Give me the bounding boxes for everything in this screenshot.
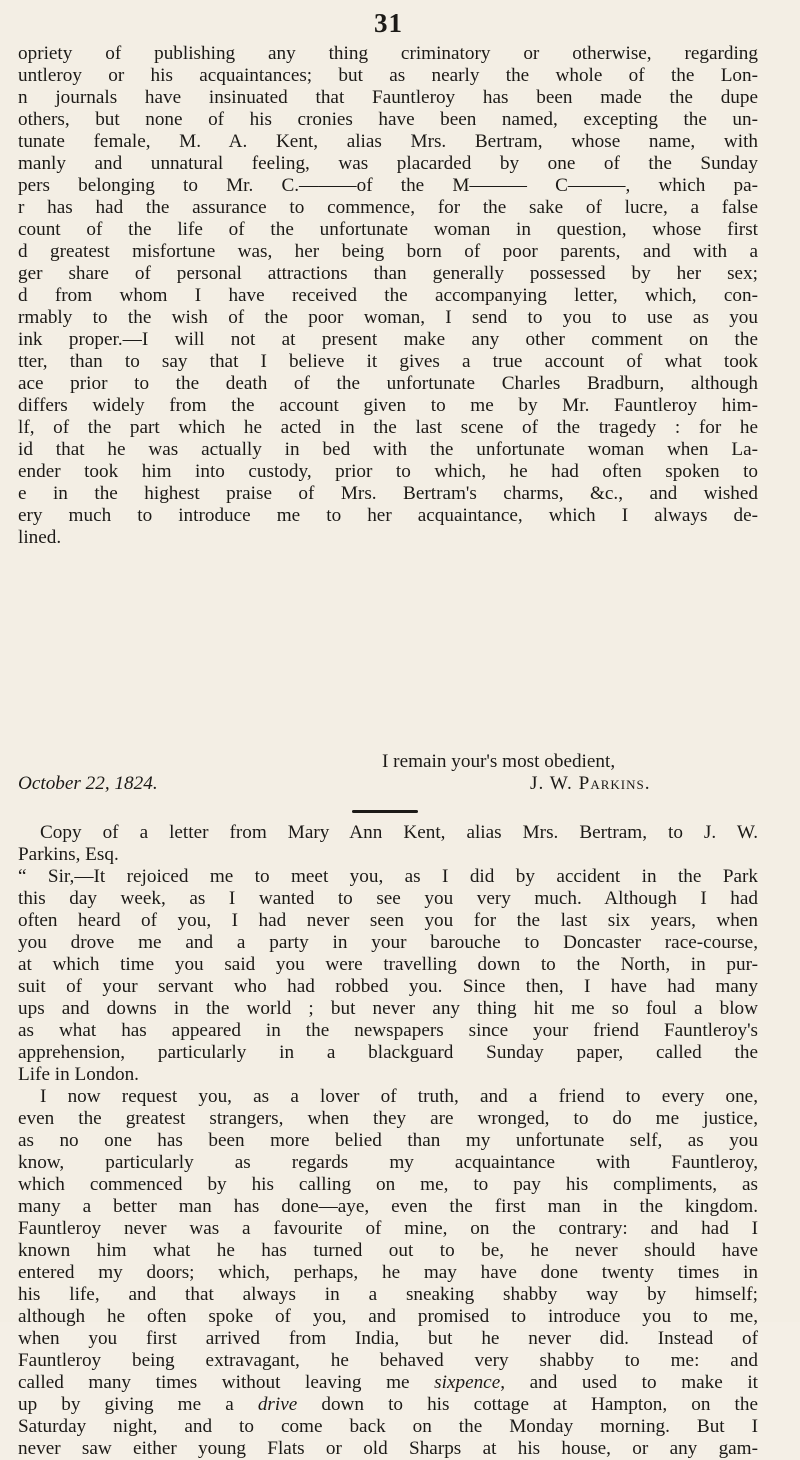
text-line: differs widely from the account given to me by Mr. Fauntleroy him-	[18, 395, 758, 416]
text-line: ery much to introduce me to her acquaintance, which I always de-	[18, 505, 758, 526]
text-line: ace prior to the death of the unfortunate Charles Bradburn, although	[18, 373, 758, 394]
text-line: manly and unnatural feeling, was placarded by one of the Sunday	[18, 153, 758, 174]
text-line: r has had the assurance to commence, for the sake of lucre, a false	[18, 197, 758, 218]
text-line: id that he was actually in bed with the unfortunate woman when La-	[18, 439, 758, 460]
text-line: pers belonging to Mr. C.———of the M——— C———, which pa-	[18, 175, 758, 196]
text-line: suit of your servant who had robbed you. Since then, I have had many	[18, 976, 758, 997]
text-line: you drove me and a party in your barouche to Doncaster race-course,	[18, 932, 758, 953]
text-line: Life in London.	[18, 1064, 139, 1085]
text-line: ups and downs in the world ; but never any thing hit me so foul a blow	[18, 998, 758, 1019]
text-fragment: down to his cottage at Hampton, on the	[297, 1394, 759, 1415]
text-line: e in the highest praise of Mrs. Bertram's charms, &c., and wished	[18, 483, 758, 504]
letter-date: October 22, 1824.	[18, 773, 158, 794]
text-line: untleroy or his acquaintances; but as nearly the whole of the Lon-	[18, 65, 758, 86]
text-fragment: up by giving me a	[18, 1394, 234, 1415]
text-line: Saturday night, and to come back on the Monday morning. But I	[18, 1416, 758, 1437]
letter-heading: Copy of a letter from Mary Ann Kent, alias Mrs. Bertram, to J. W.	[40, 822, 758, 843]
text-line: tunate female, M. A. Kent, alias Mrs. Bertram, whose name, with	[18, 131, 758, 152]
text-line: ink proper.—I will not at present make any other comment on the	[18, 329, 758, 350]
signature-initials: J. W.	[530, 773, 579, 794]
text-line: lf, of the part which he acted in the last scene of the tragedy : for he	[18, 417, 758, 438]
text-line: opriety of publishing any thing criminatory or otherwise, regarding	[18, 43, 758, 64]
page-number: 31	[374, 8, 403, 38]
letter-closing: I remain your's most obedient,	[382, 751, 616, 772]
section-divider	[352, 810, 418, 813]
letter-body-kent	[18, 822, 758, 1460]
text-line: even the greatest strangers, when they are wronged, to do me justice,	[18, 1108, 758, 1129]
text-line: apprehension, particularly in a blackguard Sunday paper, called the	[18, 1042, 758, 1063]
text-line: his life, and that always in a sneaking shabby way by himself;	[18, 1284, 758, 1305]
text-line: ger share of personal attractions than generally possessed by her sex;	[18, 263, 758, 284]
text-line: know, particularly as regards my acquaintance with Fauntleroy,	[18, 1152, 758, 1173]
text-line: “ Sir,—It rejoiced me to meet you, as I did by accident in the Park	[18, 866, 758, 887]
text-line: as what has appeared in the newspapers since your friend Fauntleroy's	[18, 1020, 758, 1041]
text-line: never saw either young Flats or old Sharps at his house, or any gam-	[18, 1438, 758, 1459]
text-line: when you first arrived from India, but he never did. Instead of	[18, 1328, 758, 1349]
text-line: n journals have insinuated that Fauntleroy has been made the dupe	[18, 87, 758, 108]
signature-name: Parkins.	[578, 773, 651, 794]
text-line: although he often spoke of you, and promised to introduce you to me,	[18, 1306, 758, 1327]
text-line	[18, 1372, 758, 1394]
text-line	[18, 1394, 758, 1416]
text-line: rmably to the wish of the poor woman, I send to you to use as you	[18, 307, 758, 328]
text-line: at which time you said you were travelling down to the North, in pur-	[18, 954, 758, 975]
text-line: others, but none of his cronies have been named, excepting the un-	[18, 109, 758, 130]
text-line: I now request you, as a lover of truth, and a friend to every one,	[40, 1086, 758, 1107]
text-line: often heard of you, I had never seen you for the last six years, when	[18, 910, 758, 931]
text-line: Fauntleroy never was a favourite of mine, on the contrary: and had I	[18, 1218, 758, 1239]
text-line: ender took him into custody, prior to which, he had often spoken to	[18, 461, 758, 482]
text-line: as no one has been more belied than my unfortunate self, as you	[18, 1130, 758, 1151]
text-line: entered my doors; which, perhaps, he may have done twenty times in	[18, 1262, 758, 1283]
text-line: d greatest misfortune was, her being born of poor parents, and with a	[18, 241, 758, 262]
letter-body-parkins	[18, 43, 758, 549]
text-fragment: , and used to make it	[500, 1372, 759, 1393]
text-line: this day week, as I wanted to see you very much. Although I had	[18, 888, 758, 909]
text-line: count of the life of the unfortunate woman in question, whose first	[18, 219, 758, 240]
text-line: known him what he has turned out to be, he never should have	[18, 1240, 758, 1261]
letter-signature	[530, 773, 800, 795]
italic-word: sixpence	[434, 1372, 501, 1393]
text-line: d from whom I have received the accompanying letter, which, con-	[18, 285, 758, 306]
text-line: which commenced by his calling on me, to pay his compliments, as	[18, 1174, 758, 1195]
text-line: many a better man has done—aye, even the first man in the kingdom.	[18, 1196, 758, 1217]
text-line: Fauntleroy being extravagant, he behaved very shabby to me: and	[18, 1350, 758, 1371]
italic-word: drive	[257, 1394, 298, 1415]
text-line: lined.	[18, 527, 62, 548]
letter-heading: Parkins, Esq.	[18, 844, 119, 865]
text-line: tter, than to say that I believe it gives a true account of what took	[18, 351, 758, 372]
text-fragment: called many times without leaving me	[18, 1372, 410, 1393]
